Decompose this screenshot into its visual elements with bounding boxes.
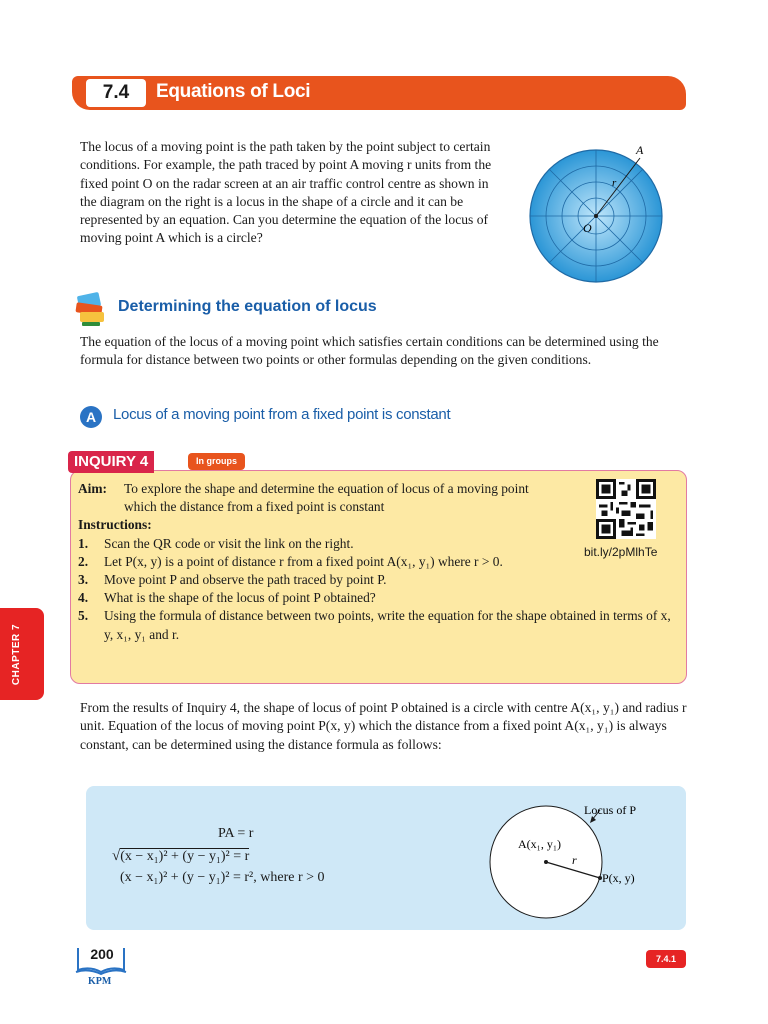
locus-diagram — [488, 796, 678, 924]
formula-line-2: (x − x₁)² + (y − y₁)² = r — [120, 849, 250, 864]
instructions-label: Instructions: — [78, 517, 152, 533]
section-title: Equations of Loci — [156, 81, 311, 102]
radar-diagram — [526, 140, 666, 290]
step-text: What is the shape of the locus of point P obtained? — [104, 590, 376, 606]
publisher-label: KPM — [88, 976, 112, 987]
formula-line-1: PA = r — [218, 826, 254, 841]
chapter-tab-label-wrap — [8, 612, 26, 696]
step-number: 4. — [78, 590, 89, 606]
radar-label-o: O — [583, 221, 592, 235]
qr-code[interactable] — [596, 479, 656, 539]
step-text: Move point P and observe the path traced by point P. — [104, 572, 387, 588]
radius-label: r — [572, 853, 577, 867]
step-number: 5. — [78, 608, 89, 624]
locus-label: Locus of P — [584, 803, 636, 817]
step-text: Scan the QR code or visit the link on the right. — [104, 535, 354, 551]
formula-line-3: (x − x₁)² + (y − y₁)² = r², where r > 0 — [120, 870, 325, 885]
paragraph-2: The equation of the locus of a moving point which satisfies certain conditions can be determined using the formula for distance between two points or other formulas depending on the given conditions. — [80, 334, 659, 368]
aim-text: To explore the shape and determine the equation of locus of a moving point which the distance from a fixed point is constant — [124, 481, 529, 515]
intro-paragraph: The locus of a moving point is the path taken by the point subject to certain conditions. For example, the path traced by point A moving r units from the fixed point O on the radar screen at an air traffic control centre as shown in the diagram on the right is a locus in the shape of a circle and it can be represented by an equation. Can you determine the equation of the locus of moving point A which is a circle? — [80, 139, 492, 246]
radar-label-a: A — [636, 143, 644, 157]
formula-line-2-wrap — [112, 848, 249, 865]
step-number: 1. — [78, 535, 89, 551]
chapter-tab-label: CHAPTER 7 — [11, 623, 23, 685]
centre-label: A(x₁, y₁) — [518, 837, 562, 851]
step-number: 2. — [78, 553, 89, 569]
in-groups-tag: In groups — [188, 453, 245, 470]
paragraph-3: From the results of Inquiry 4, the shape of locus of point P obtained is a circle with centre A(x₁, y₁) and radius r unit. Equation of the locus of moving point P(x, y) which the distance from a fixed point A(x₁, y₁) is always constant, can be determined using the distance formula as follows: — [80, 700, 687, 752]
step-text: Using the formula of distance between two points, write the equation for the shape obtained in terms of x, y, x₁, y₁ and r. — [104, 608, 671, 642]
reference-tag: 7.4.1 — [646, 950, 686, 968]
inquiry-label: INQUIRY 4 — [68, 451, 154, 473]
subheading: Determining the equation of locus — [118, 298, 377, 315]
sqrt-symbol: √ — [112, 848, 121, 864]
page-number: 200 — [90, 946, 114, 962]
point-label: P(x, y) — [602, 871, 635, 885]
radar-label-r: r — [612, 177, 617, 189]
section-number: 7.4 — [86, 79, 146, 107]
aim-label: Aim: — [78, 481, 108, 496]
part-a-title: Locus of a moving point from a fixed point is constant — [113, 406, 451, 423]
qr-link[interactable]: bit.ly/2pMlhTe — [584, 545, 658, 559]
part-a-badge: A — [80, 406, 102, 428]
step-text: Let P(x, y) is a point of distance r from a fixed point A(x₁, y₁) where r > 0. — [104, 553, 503, 569]
books-icon — [72, 290, 110, 328]
step-number: 3. — [78, 572, 89, 588]
inquiry-content — [78, 480, 678, 644]
